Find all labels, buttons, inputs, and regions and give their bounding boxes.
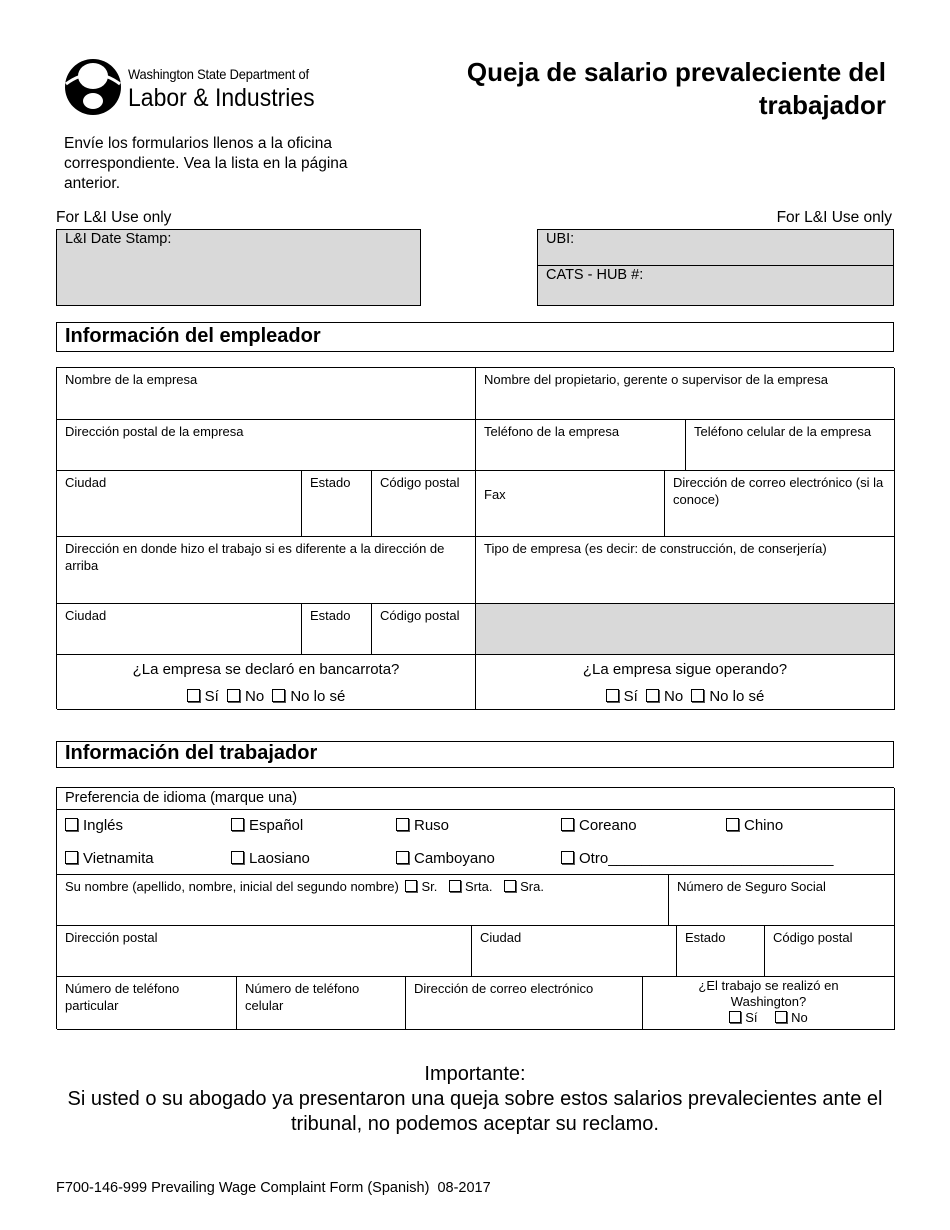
worker-section-title: Información del trabajador	[56, 741, 894, 768]
fax-label: Fax	[484, 487, 506, 502]
logo-line1: Washington State Department of	[128, 66, 309, 82]
title-srta-checkbox[interactable]	[449, 880, 461, 892]
home-phone-field[interactable]: Número de teléfono particular	[57, 977, 237, 1030]
lang-cambodian[interactable]	[396, 849, 495, 869]
logo-line2: Labor & Industries	[128, 84, 315, 112]
lang-cambodian-label: Camboyano	[414, 850, 495, 867]
lang-other-label: Otro	[579, 850, 609, 867]
lang-spanish[interactable]	[231, 816, 303, 836]
bankruptcy-no-label: No	[244, 687, 265, 705]
operating-yes-checkbox[interactable]	[606, 689, 619, 702]
title-sr-checkbox[interactable]	[405, 880, 417, 892]
lang-cambodian-checkbox[interactable]	[396, 851, 409, 864]
operating-unknown-label: No lo sé	[709, 687, 765, 705]
title-sr-label: Sr.	[421, 879, 438, 894]
bankruptcy-question	[57, 655, 476, 710]
lang-spanish-label: Español	[249, 817, 304, 834]
lang-other[interactable]	[561, 849, 833, 869]
language-pref-label: Preferencia de idioma (marque una)	[57, 788, 894, 810]
lang-russian[interactable]	[396, 816, 449, 836]
lang-korean-checkbox[interactable]	[561, 818, 574, 831]
company-email-field[interactable]: Dirección de correo electrónico (si la conoce)	[665, 471, 895, 537]
company-city-field[interactable]: Ciudad	[57, 471, 302, 537]
ubi-label: UBI:	[538, 230, 893, 266]
lang-chinese-label: Chino	[744, 817, 784, 834]
company-fax-field[interactable]	[476, 471, 665, 537]
worker-name-field[interactable]	[57, 875, 669, 926]
work-zip-field[interactable]: Código postal	[372, 604, 476, 655]
lang-english[interactable]	[65, 816, 123, 836]
lang-korean[interactable]	[561, 816, 637, 836]
company-state-field[interactable]: Estado	[302, 471, 372, 537]
ssn-field[interactable]: Número de Seguro Social	[669, 875, 895, 926]
company-phone-field[interactable]: Teléfono de la empresa	[476, 420, 686, 471]
date-stamp-box[interactable]	[56, 229, 421, 306]
office-use-label-right: For L&I Use only	[776, 209, 892, 226]
worker-address-field[interactable]: Dirección postal	[57, 926, 472, 977]
instructions-text: Envíe los formularios llenos a la oficina correspondiente. Vea la lista en la página anterior.	[64, 135, 348, 192]
lang-vietnamese-label: Vietnamita	[83, 850, 154, 867]
wa-yes-checkbox[interactable]	[729, 1011, 741, 1023]
lang-english-label: Inglés	[83, 817, 124, 834]
title-sra-label: Sra.	[520, 879, 544, 894]
lang-russian-checkbox[interactable]	[396, 818, 409, 831]
shaded-cell	[476, 604, 895, 655]
form-id: F700-146-999 Prevailing Wage Complaint Form (Spanish) 08-2017	[56, 1180, 491, 1196]
lang-vietnamese[interactable]	[65, 849, 154, 869]
title-srta-label: Srta.	[465, 879, 493, 894]
worker-table	[56, 787, 894, 1029]
operating-yes-label: Sí	[623, 687, 638, 705]
employer-section-title: Información del empleador	[56, 322, 894, 352]
lang-vietnamese-checkbox[interactable]	[65, 851, 78, 864]
company-zip-field[interactable]: Código postal	[372, 471, 476, 537]
company-name-field[interactable]: Nombre de la empresa	[57, 368, 476, 420]
work-state-field[interactable]: Estado	[302, 604, 372, 655]
bankruptcy-yes-checkbox[interactable]	[187, 689, 200, 702]
wa-work-question-label: ¿El trabajo se realizó en Washington?	[698, 978, 839, 1009]
wa-no-label: No	[791, 1010, 808, 1025]
lang-laotian-checkbox[interactable]	[231, 851, 244, 864]
lang-english-checkbox[interactable]	[65, 818, 78, 831]
worker-zip-field[interactable]: Código postal	[765, 926, 895, 977]
company-address-field[interactable]: Dirección postal de la empresa	[57, 420, 476, 471]
worker-name-label: Su nombre (apellido, nombre, inicial del segundo nombre)	[65, 879, 399, 894]
lang-laotian[interactable]	[231, 849, 310, 869]
important-notice	[56, 1062, 894, 1137]
lang-korean-label: Coreano	[579, 817, 637, 834]
important-text: Si usted o su abogado ya presentaron una queja sobre estos salarios prevalecientes ante el tribunal, no podemos aceptar su reclamo.	[67, 1088, 883, 1135]
owner-name-field[interactable]: Nombre del propietario, gerente o supervisor de la empresa	[476, 368, 895, 420]
worker-city-field[interactable]: Ciudad	[472, 926, 677, 977]
employer-table	[56, 367, 894, 709]
lni-logo-mark-icon	[62, 54, 124, 118]
company-cell-field[interactable]: Teléfono celular de la empresa	[686, 420, 895, 471]
bankruptcy-unknown-label: No lo sé	[290, 687, 346, 705]
lang-other-checkbox[interactable]	[561, 851, 574, 864]
work-city-field[interactable]: Ciudad	[57, 604, 302, 655]
date-stamp-label: L&I Date Stamp:	[65, 231, 172, 247]
title-sra-checkbox[interactable]	[504, 880, 516, 892]
page-title	[467, 56, 886, 122]
bankruptcy-yes-label: Sí	[204, 687, 219, 705]
important-heading: Importante:	[424, 1063, 526, 1085]
bankruptcy-question-label: ¿La empresa se declaró en bancarrota?	[132, 661, 400, 678]
operating-unknown-checkbox[interactable]	[691, 689, 704, 702]
work-address-field[interactable]: Dirección en donde hizo el trabajo si es diferente a la dirección de arriba	[57, 537, 476, 604]
lang-other-line[interactable]: ___________________________	[608, 850, 834, 867]
wa-yes-label: Sí	[745, 1010, 758, 1025]
lni-logo	[62, 54, 342, 118]
wa-work-question	[643, 977, 895, 1030]
lang-chinese-checkbox[interactable]	[726, 818, 739, 831]
title-line2: trabajador	[758, 90, 886, 120]
wa-no-checkbox[interactable]	[775, 1011, 787, 1023]
cell-phone-field[interactable]: Número de teléfono celular	[237, 977, 406, 1030]
worker-email-field[interactable]: Dirección de correo electrónico	[406, 977, 643, 1030]
office-use-label-left: For L&I Use only	[56, 209, 172, 226]
operating-question	[476, 655, 895, 710]
lang-laotian-label: Laosiano	[249, 850, 310, 867]
operating-no-label: No	[663, 687, 684, 705]
ubi-box[interactable]	[537, 229, 894, 306]
operating-question-label: ¿La empresa sigue operando?	[582, 661, 788, 678]
worker-state-field[interactable]: Estado	[677, 926, 765, 977]
title-line1: Queja de salario prevaleciente del	[466, 57, 886, 87]
cats-label: CATS - HUB #:	[546, 267, 644, 283]
lang-spanish-checkbox[interactable]	[231, 818, 244, 831]
bankruptcy-unknown-checkbox[interactable]	[272, 689, 285, 702]
lang-russian-label: Ruso	[414, 817, 450, 834]
language-block	[57, 788, 895, 875]
operating-no-checkbox[interactable]	[646, 689, 659, 702]
lang-chinese[interactable]	[726, 816, 783, 836]
bankruptcy-no-checkbox[interactable]	[227, 689, 240, 702]
business-type-field[interactable]: Tipo de empresa (es decir: de construcción, de conserjería)	[476, 537, 895, 604]
